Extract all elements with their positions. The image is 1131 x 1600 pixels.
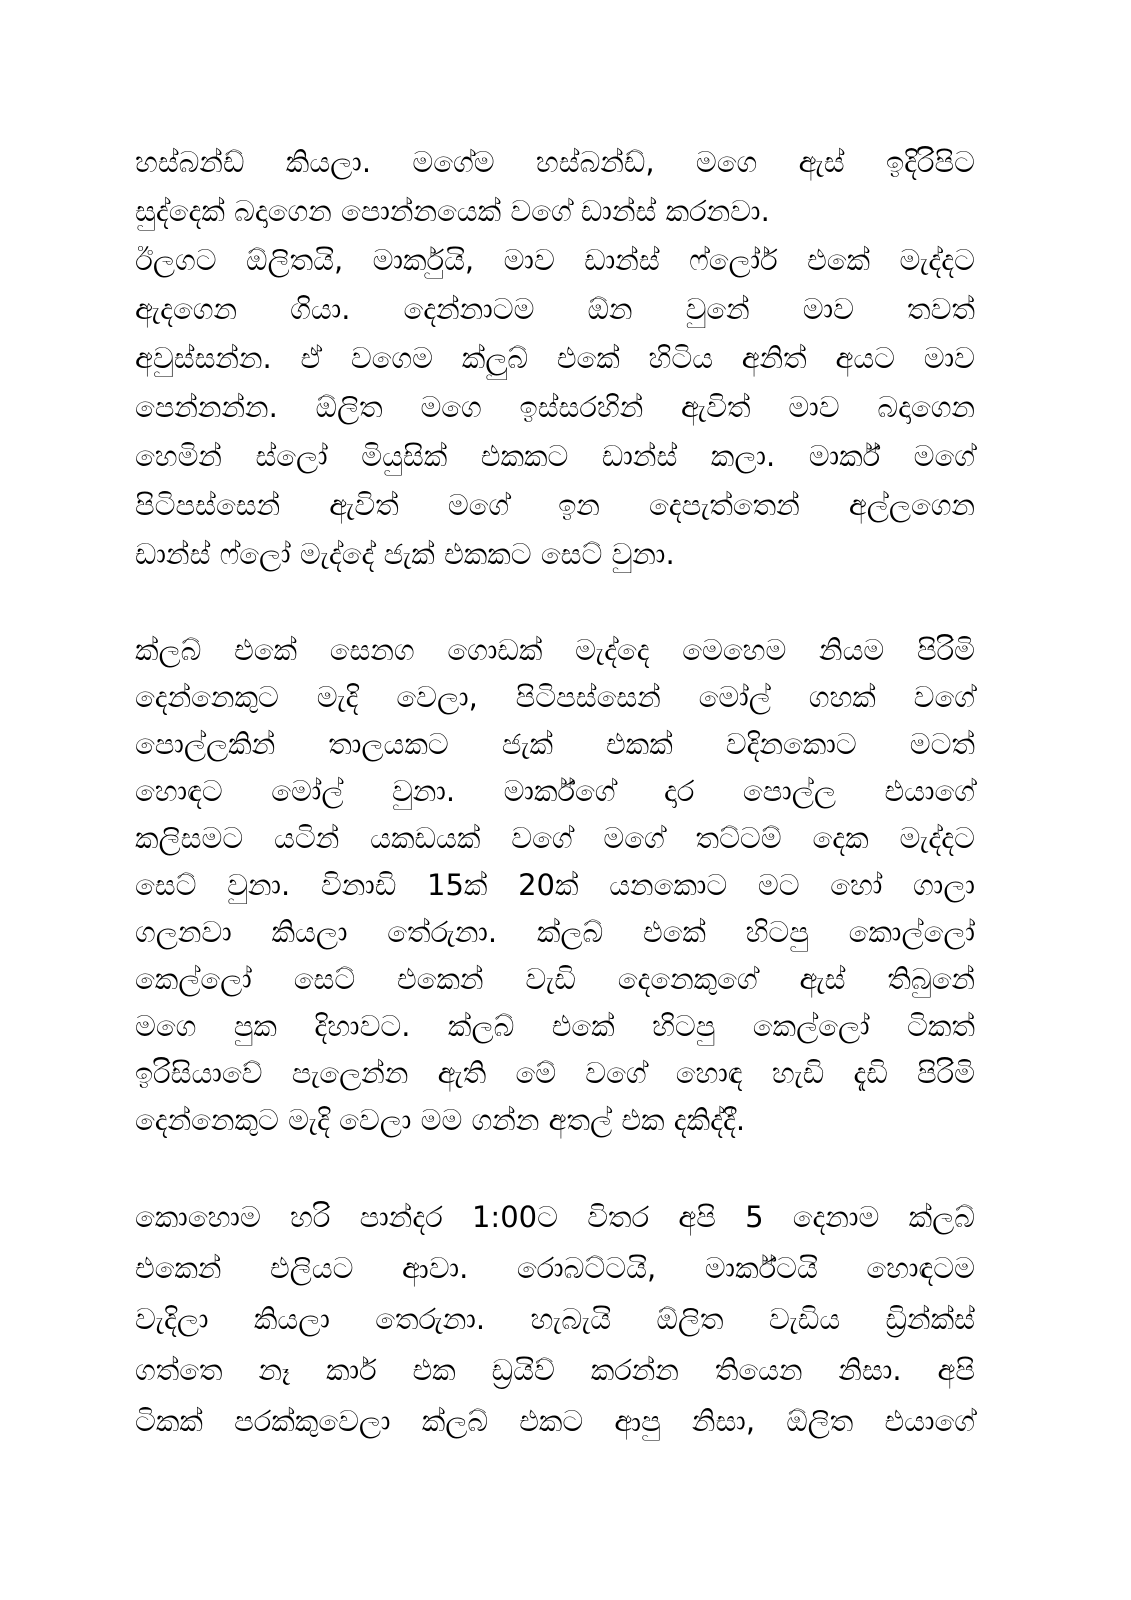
text-line: දෙන්නෙකුට මැදි වෙලා මම ගන්න අතල් එක දකිද්දී. [135,1103,746,1137]
text-line: පොල්ලකින් තාලයකට ජැක් එකක් වදිනකොට මටත් [135,727,975,761]
text-line: හෙමින් ස්ලෝ මියුසික් එකකට ඩාන්ස් කලා. මාර්ක් මගේ [135,439,975,473]
text-line: ගලනවා කියලා තේරුනා. ක්ලබ් එකේ හිටපු කොල්ලෝ [135,915,975,949]
text-line: ඉරිසියාවේ පැලෙන්න ඇති මේ වගේ හොඳ හැඩි දැඩි පිරිමි [135,1056,975,1090]
text-line: හස්බන්ඩ් කියලා. මගේම හස්බන්ඩ්, මගෙ ඇස් ඉදිරිපිට [135,145,975,179]
text-line: ඩාන්ස් ෆ්ලෝ මැද්දේ ජැක් එකකට සෙට් වුනා. [135,537,675,571]
text-line: ටිකක් පරක්කුවෙලා ක්ලබ් එකට ආපු නිසා, ඕලිත එයාගේ [135,1404,975,1438]
text-line: ඇදගෙන ගියා. දෙන්නාටම ඕන වුනේ මාව තවත් [135,292,975,326]
text-line: පිටිපස්සෙන් ඇවිත් මගේ ඉන දෙපැත්තෙන් අල්ලගෙන [135,488,975,522]
text-line: කලිසමට යටින් යකඩයක් වගේ මගේ තට්ටම් දෙක මැද්දට [135,821,975,855]
text-line: දෙන්නෙකුට මැදි වෙලා, පිටිපස්සෙන් මෝල් ගහක් වගේ [135,680,975,714]
text-line: හොඳට මෝල් වුනා. මාර්ක්ගේ දාර පොල්ල එයාගේ [135,774,975,808]
paragraph-1 [135,138,975,579]
text-line: සුද්දෙක් බදාගෙන පොන්නයෙක් වගේ ඩාන්ස් කරනවා. [135,194,770,228]
paragraph-2 [135,627,975,1144]
paragraph-3 [135,1192,975,1447]
text-line: ගත්තෙ නෑ කාර් එක ඩ්‍රයිව් කරන්න තියෙන නිසා. අපි [135,1353,975,1387]
text-line: ඊලගට ඕලිතයි, මාර්කුයි, මාව ඩාන්ස් ෆ්ලෝර් එකේ මැද්දට [135,243,975,277]
text-line: මගෙ පුක දිහාවට. ක්ලබ් එකේ හිටපු කෙල්ලෝ ටිකත් [135,1009,975,1043]
text-line: කොහොම හරි පාන්දර 1:00ට විතර අපි 5 දෙනාම ක්ලබ් [135,1200,975,1234]
text-line: එකෙන් එලියට ආවා. රොබට්ටයි, මාර්ක්ටයි හොඳටම [135,1251,975,1285]
document-page [135,138,975,1495]
text-line: අවුස්සන්න. ඒ වගෙම ක්ලුබ් එකේ හිටිය අනිත් අයට මාව [135,341,975,375]
text-line: කෙල්ලෝ සෙට් එකෙන් වැඩි දෙනෙකුගේ ඇස් තිබුනේ [135,962,975,996]
text-line: ක්ලබ් එකේ සෙනග ගොඩක් මැද්දෙ මෙහෙම නියම පිරිමි [135,633,975,667]
text-line: පෙන්නන්න. ඕලිත මගෙ ඉස්සරහින් ඇවිත් මාව බදාගෙන [135,390,975,424]
text-line: සෙට් වුනා. විනාඩි 15ක් 20ක් යනකොට මට හෝ ගාලා [135,868,975,902]
text-line: වැදිලා කියලා තෙරුනා. හැබැයි ඕලිත වැඩිය ඩ්‍රින්ක්ස් [135,1302,975,1336]
